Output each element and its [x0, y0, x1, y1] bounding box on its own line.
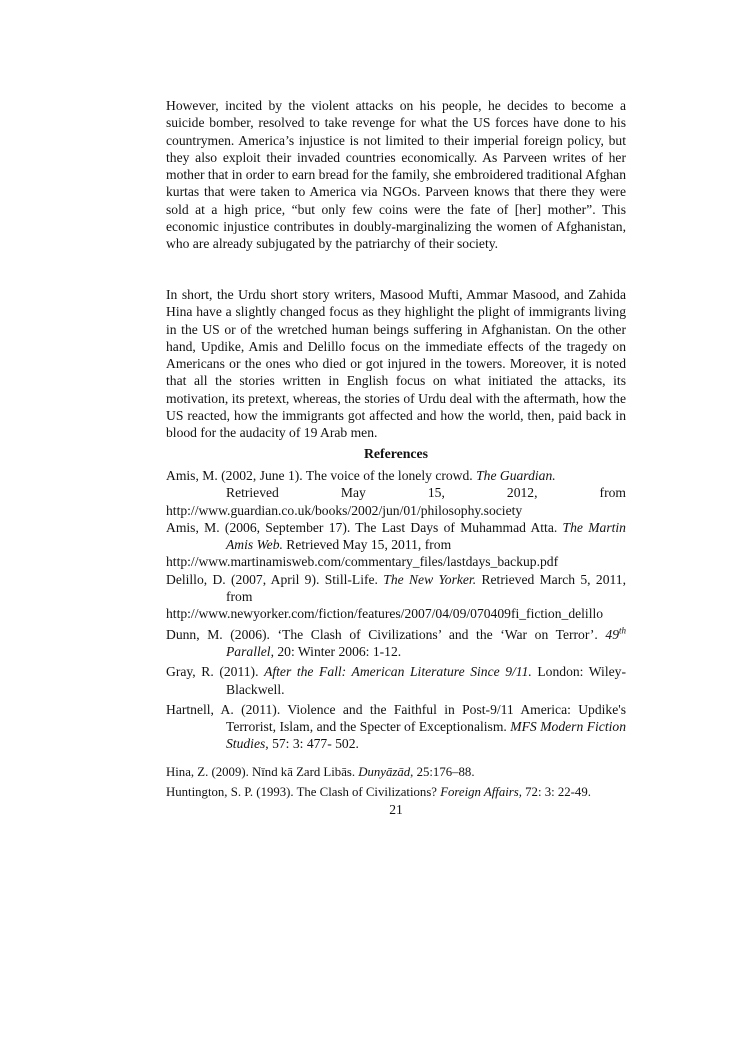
reference-source: Dunyāzād	[358, 764, 411, 779]
reference-entry: Dunn, M. (2006). ‘The Clash of Civilizations’ and the ‘War on Terror’. 49th Parallel, 20: Winter 2006: 1-12.	[166, 625, 626, 659]
reference-entry: Amis, M. (2006, September 17). The Last Days of Muhammad Atta. The Martin Amis Web. Retrieved May 15, 2011, from http://www.martinamisweb.com/commentary_files/lastdays_backup.pdf	[166, 519, 626, 570]
reference-source: The New Yorker.	[383, 571, 477, 587]
reference-url: http://www.martinamisweb.com/commentary_files/lastdays_backup.pdf	[166, 554, 559, 570]
body-paragraph: In short, the Urdu short story writers, Masood Mufti, Ammar Masood, and Zahida Hina have a slightly changed focus as they highlight the plight of immigrants living in the US or of the wretched human beings suffering in Afghanistan. On the other hand, Updike, Amis and Delillo focus on the immediate effects of the tragedy on Americans or the ones who died or got injured in the towers. Moreover, it is noted that all the stories written in English focus on what initiated the attacks, its motivation, its pretext, whereas, the stories of Urdu deal with the aftermath, how the US reacted, how the immigrants got affected and how the world, then, paid back in blood for the audacity of 19 Arab men.	[166, 287, 626, 441]
reference-source: The Guardian.	[476, 468, 556, 483]
reference-source: 49th Parallel	[226, 625, 626, 659]
reference-entry: Delillo, D. (2007, April 9). Still-Life. The New Yorker. Retrieved March 5, 2011, from http://www.newyorker.com/fiction/features/2007/04/09/070409fi_fiction_delillo	[166, 571, 626, 622]
reference-url: http://www.guardian.co.uk/books/2002/jun/01/philosophy.society	[166, 502, 523, 518]
reference-source: After the Fall: American Literature Since 9/11.	[264, 664, 532, 680]
reference-entry: Huntington, S. P. (1993). The Clash of Civilizations? Foreign Affairs, 72: 3: 22-49.	[166, 785, 591, 800]
reference-entry: Hina, Z. (2009). Nīnd kā Zard Libās. Dunyāzād, 25:176–88.	[166, 764, 475, 779]
body-paragraph: However, incited by the violent attacks on his people, he decides to become a suicide bomber, resolved to take revenge for what the US forces have done to his countrymen. America’s injustice is not limited to their imperial foreign policy, but they also exploit their invaded countries economically. As Parveen writes of her mother that in order to earn bread for the family, she embroidered traditional Afghan kurtas that were taken to America via NGOs. Parveen knows that there they were sold at a high price, “but only few coins were the fate of [her] mother”. This economic injustice contributes in doubly-marginalizing the women of Afghanistan, who are already subjugated by the patriarchy of their society.	[166, 98, 626, 252]
reference-url: http://www.newyorker.com/fiction/features/2007/04/09/070409fi_fiction_delillo	[166, 606, 604, 622]
reference-source: Foreign Affairs,	[440, 785, 522, 800]
reference-entry: Gray, R. (2011). After the Fall: American Literature Since 9/11. London: Wiley-Blackwell.	[166, 664, 626, 697]
page-number: 21	[389, 802, 403, 817]
references-list	[166, 467, 626, 804]
reference-entry: Hartnell, A. (2011). Violence and the Faithful in Post-9/11 America: Updike's Terrorist, Islam, and the Specter of Exceptionalism. MFS Modern Fiction Studies, 57: 3: 477- 502.	[166, 701, 626, 752]
reference-retrieved: Retrieved May 15, 2012, from	[226, 485, 626, 501]
references-heading: References	[363, 446, 429, 461]
reference-source: The Martin Amis Web.	[226, 519, 626, 553]
reference-entry: Amis, M. (2002, June 1). The voice of the lonely crowd. The Guardian. Retrieved May 15, 2012, from http://www.guardian.co.uk/books/2002/jun/01/philosophy.society	[166, 468, 626, 518]
reference-source: MFS Modern Fiction Studies	[226, 719, 626, 752]
